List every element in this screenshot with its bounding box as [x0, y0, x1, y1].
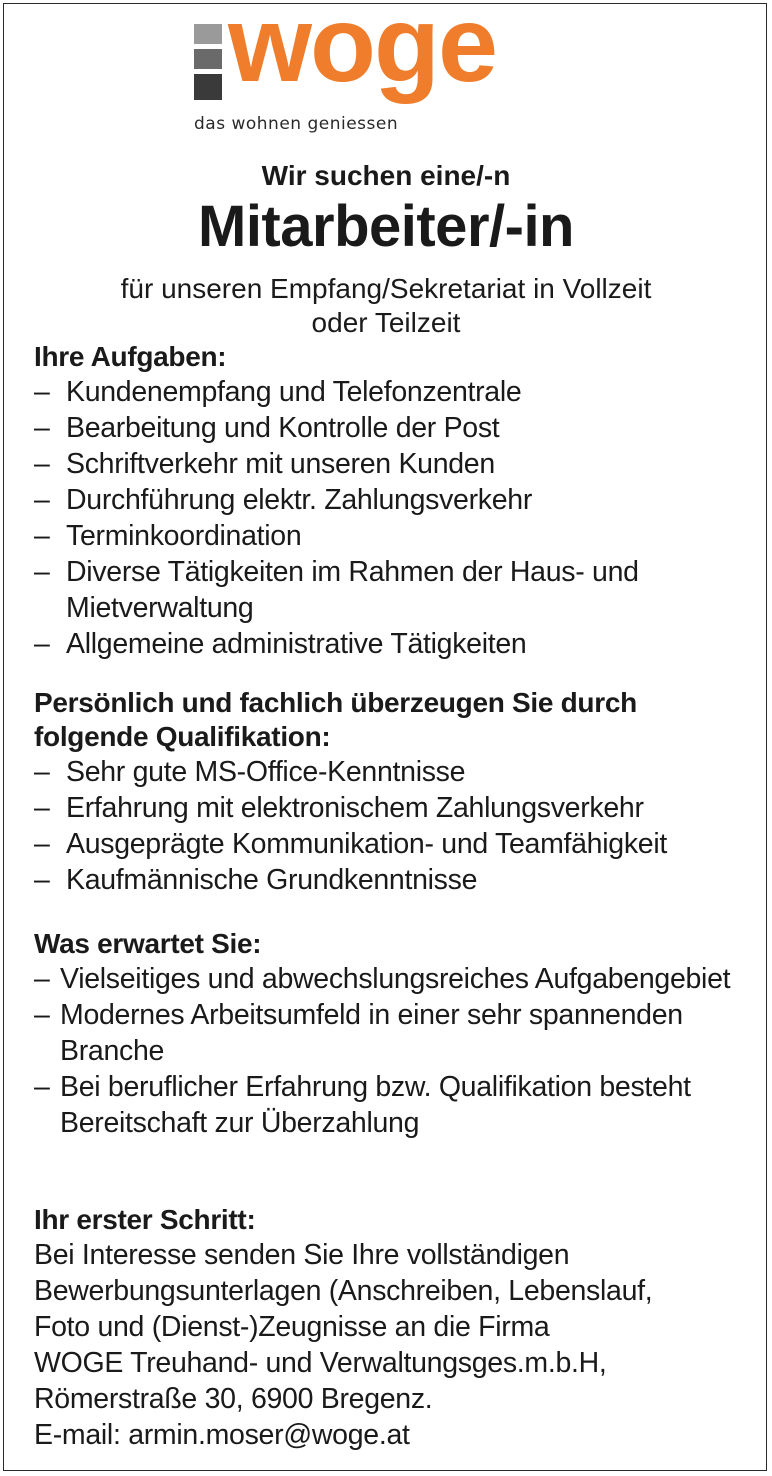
list-item: – Ausgeprägte Kommunikation- und Teamfähigkeit [34, 826, 754, 862]
woge-logo [190, 0, 590, 138]
qualifications-section [34, 686, 754, 898]
position-subtitle [0, 272, 772, 340]
logo-tagline: das wohnen geniessen [194, 114, 399, 134]
tasks-section [34, 340, 754, 662]
contact-section [34, 1203, 754, 1453]
list-item: – Diverse Tätigkeiten im Rahmen der Haus- und Mietverwaltung [34, 554, 754, 626]
list-item: – Vielseitiges und abwechslungsreiches Aufgabengebiet [34, 961, 754, 997]
list-item: – Bei beruflicher Erfahrung bzw. Qualifikation besteht Bereitschaft zur Überzahlung [34, 1069, 754, 1141]
contact-line: Römerstraße 30, 6900 Bregenz. [34, 1383, 433, 1415]
subtitle-line: oder Teilzeit [311, 307, 461, 338]
logo-bar-light [194, 24, 222, 44]
intro-heading: Wir suchen eine/-n [261, 160, 511, 191]
subtitle-line: für unseren Empfang/Sekretariat in Vollzeit [120, 273, 652, 304]
offer-section [34, 927, 754, 1141]
list-item: – Erfahrung mit elektronischem Zahlungsverkehr [34, 790, 754, 826]
list-item: – Kundenempfang und Telefonzentrale [34, 374, 754, 410]
logo-bar-mid [194, 49, 222, 69]
tasks-heading: Ihre Aufgaben: [34, 341, 227, 372]
tasks-list [34, 374, 754, 662]
contact-line: Foto und (Dienst-)Zeugnisse an die Firma [34, 1311, 550, 1343]
list-item: – Durchführung elektr. Zahlungsverkehr [34, 482, 754, 518]
qualifications-heading: Persönlich und fachlich überzeugen Sie durch folgende Qualifikation: [34, 687, 637, 752]
contact-email: E-mail: armin.moser@woge.at [34, 1419, 410, 1451]
list-item: – Schriftverkehr mit unseren Kunden [34, 446, 754, 482]
list-item: – Terminkoordination [34, 518, 754, 554]
contact-line: Bewerbungsunterlagen (Anschreiben, Lebenslauf, [34, 1275, 653, 1307]
logo-wordmark: woge [228, 0, 497, 104]
contact-line: Bei Interesse senden Sie Ihre vollständigen [34, 1239, 570, 1271]
contact-line: WOGE Treuhand- und Verwaltungsges.m.b.H, [34, 1347, 607, 1379]
position-title: Mitarbeiter/-in [198, 194, 574, 259]
list-item: – Allgemeine administrative Tätigkeiten [34, 626, 754, 662]
list-item: – Kaufmännische Grundkenntnisse [34, 862, 754, 898]
list-item: – Bearbeitung und Kontrolle der Post [34, 410, 754, 446]
contact-heading: Ihr erster Schritt: [34, 1204, 256, 1235]
offer-heading: Was erwartet Sie: [34, 928, 262, 959]
offer-list [34, 961, 754, 1141]
logo-bar-dark [194, 74, 222, 100]
qualifications-list [34, 754, 754, 898]
list-item: – Sehr gute MS-Office-Kenntnisse [34, 754, 754, 790]
list-item: – Modernes Arbeitsumfeld in einer sehr spannenden Branche [34, 997, 754, 1069]
